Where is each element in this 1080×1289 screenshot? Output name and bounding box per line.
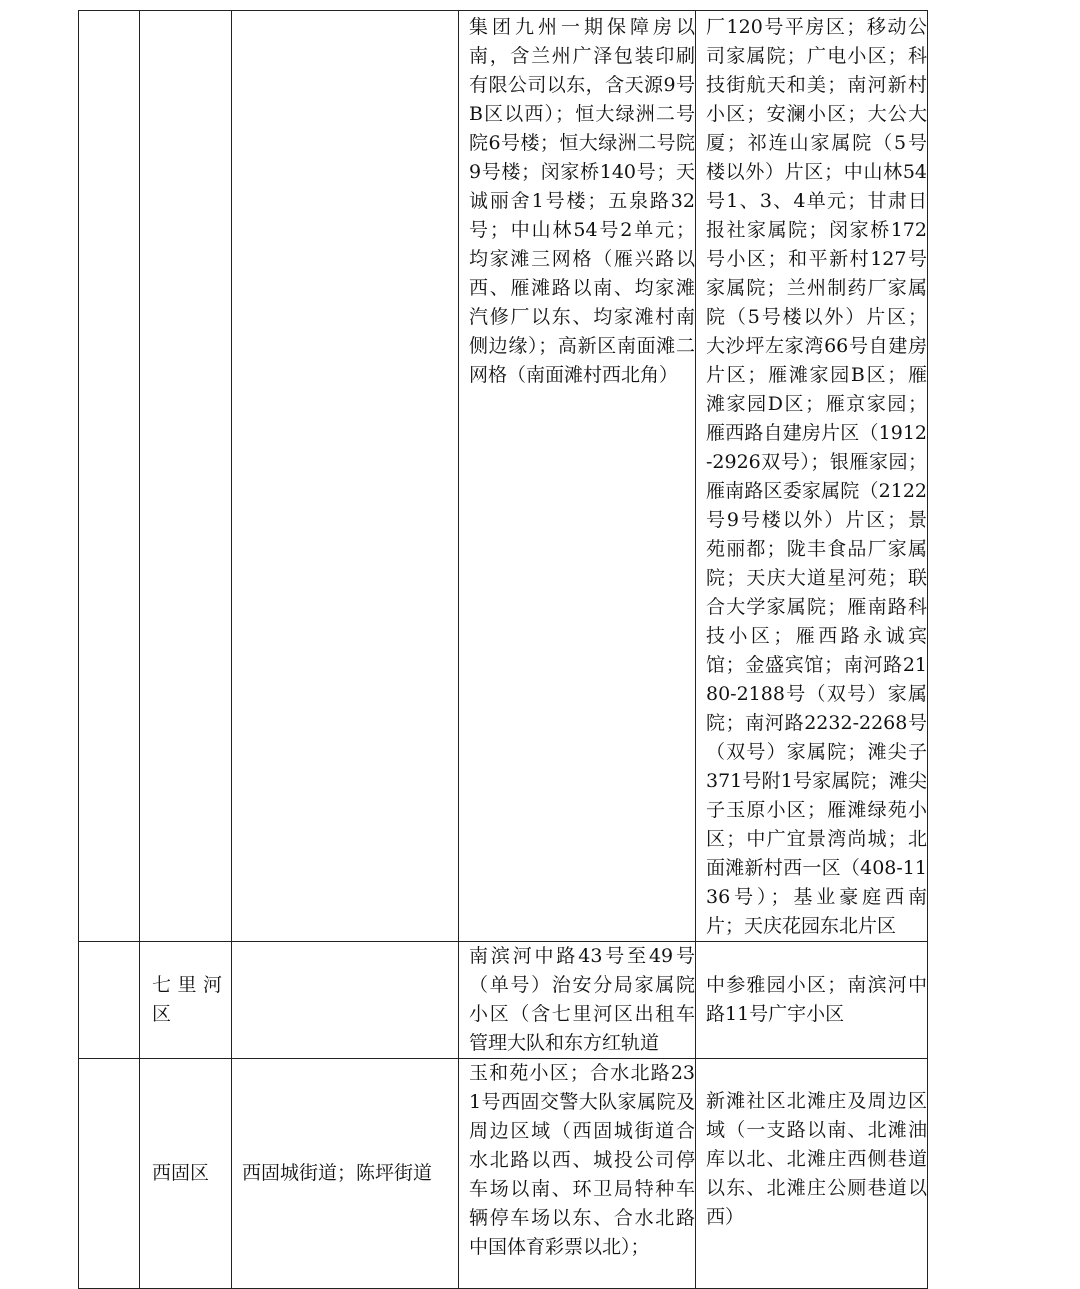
street-cell — [232, 942, 459, 1059]
index-cell — [79, 11, 140, 942]
table-row — [79, 942, 928, 1059]
index-cell — [79, 942, 140, 1059]
medium-risk-text: 中参雅园小区；南滨河中路11号广宇小区 — [706, 974, 927, 1025]
street-cell — [232, 1059, 459, 1289]
risk-area-table — [78, 10, 928, 1289]
high-risk-cell — [459, 1059, 696, 1289]
medium-risk-cell — [696, 11, 928, 942]
high-risk-text: 玉和苑小区；合水北路231号西固交警大队家属院及周边区域（西固城街道合水北路以西、城投公司停车场以南、环卫局特种车辆停车场以东、合水北路中国体育彩票以北）； — [469, 1062, 695, 1258]
table-row — [79, 1059, 928, 1289]
street-cell — [232, 11, 459, 942]
high-risk-cell — [459, 11, 696, 942]
district-cell — [140, 11, 232, 942]
district-text: 西固区 — [152, 1162, 210, 1184]
high-risk-cell — [459, 942, 696, 1059]
medium-risk-cell — [696, 1059, 928, 1289]
table-row — [79, 11, 928, 942]
index-cell — [79, 1059, 140, 1289]
medium-risk-text: 新滩社区北滩庄及周边区域（一支路以南、北滩油库以北、北滩庄西侧巷道以东、北滩庄公厕巷道以西） — [706, 1090, 927, 1228]
medium-risk-cell — [696, 942, 928, 1059]
high-risk-text: 南滨河中路43号至49号（单号）治安分局家属院小区（含七里河区出租车管理大队和东方红轨道 — [469, 945, 695, 1054]
medium-risk-text: 厂120号平房区；移动公司家属院；广电小区；科技街航天和美；南河新村小区；安澜小区；大公大厦；祁连山家属院（5号楼以外）片区；中山林54号1、3、4单元；甘肃日报社家属院；闵家桥172号小区；和平新村127号家属院；兰州制药厂家属院（5号楼以外）片区；大沙坪左家湾66号自建房片区；雁滩家园B区；雁滩家园D区；雁京家园；雁西路自建房片区（1912-2926双号）；银雁家园；雁南路区委家属院（2122号9号楼以外）片区；景苑丽都；陇丰食品厂家属院；天庆大道星河苑；联合大学家属院；雁南路科技小区；雁西路永诚宾馆；金盛宾馆；南河路2180-2188号（双号）家属院；南河路2232-2268号（双号）家属院；滩尖子371号附1号家属院；滩尖子玉原小区；雁滩绿苑小区；中广宜景湾尚城；北面滩新村西一区（408-1136号）；基业豪庭西南片；天庆花园东北片区 — [706, 16, 927, 937]
high-risk-text: 集团九州一期保障房以南，含兰州广泽包装印刷有限公司以东，含天源9号B区以西）；恒大绿洲二号院6号楼；恒大绿洲二号院9号楼；闵家桥140号；天诚丽舍1号楼；五泉路32号；中山林54号2单元；均家滩三网格（雁兴路以西、雁滩路以南、均家滩汽修厂以东、均家滩村南侧边缘）；高新区南面滩二网格（南面滩村西北角） — [469, 16, 695, 386]
district-cell — [140, 942, 232, 1059]
district-cell — [140, 1059, 232, 1289]
street-text: 西固城街道；陈坪街道 — [242, 1162, 433, 1184]
district-text: 七里河区 — [152, 974, 222, 1025]
